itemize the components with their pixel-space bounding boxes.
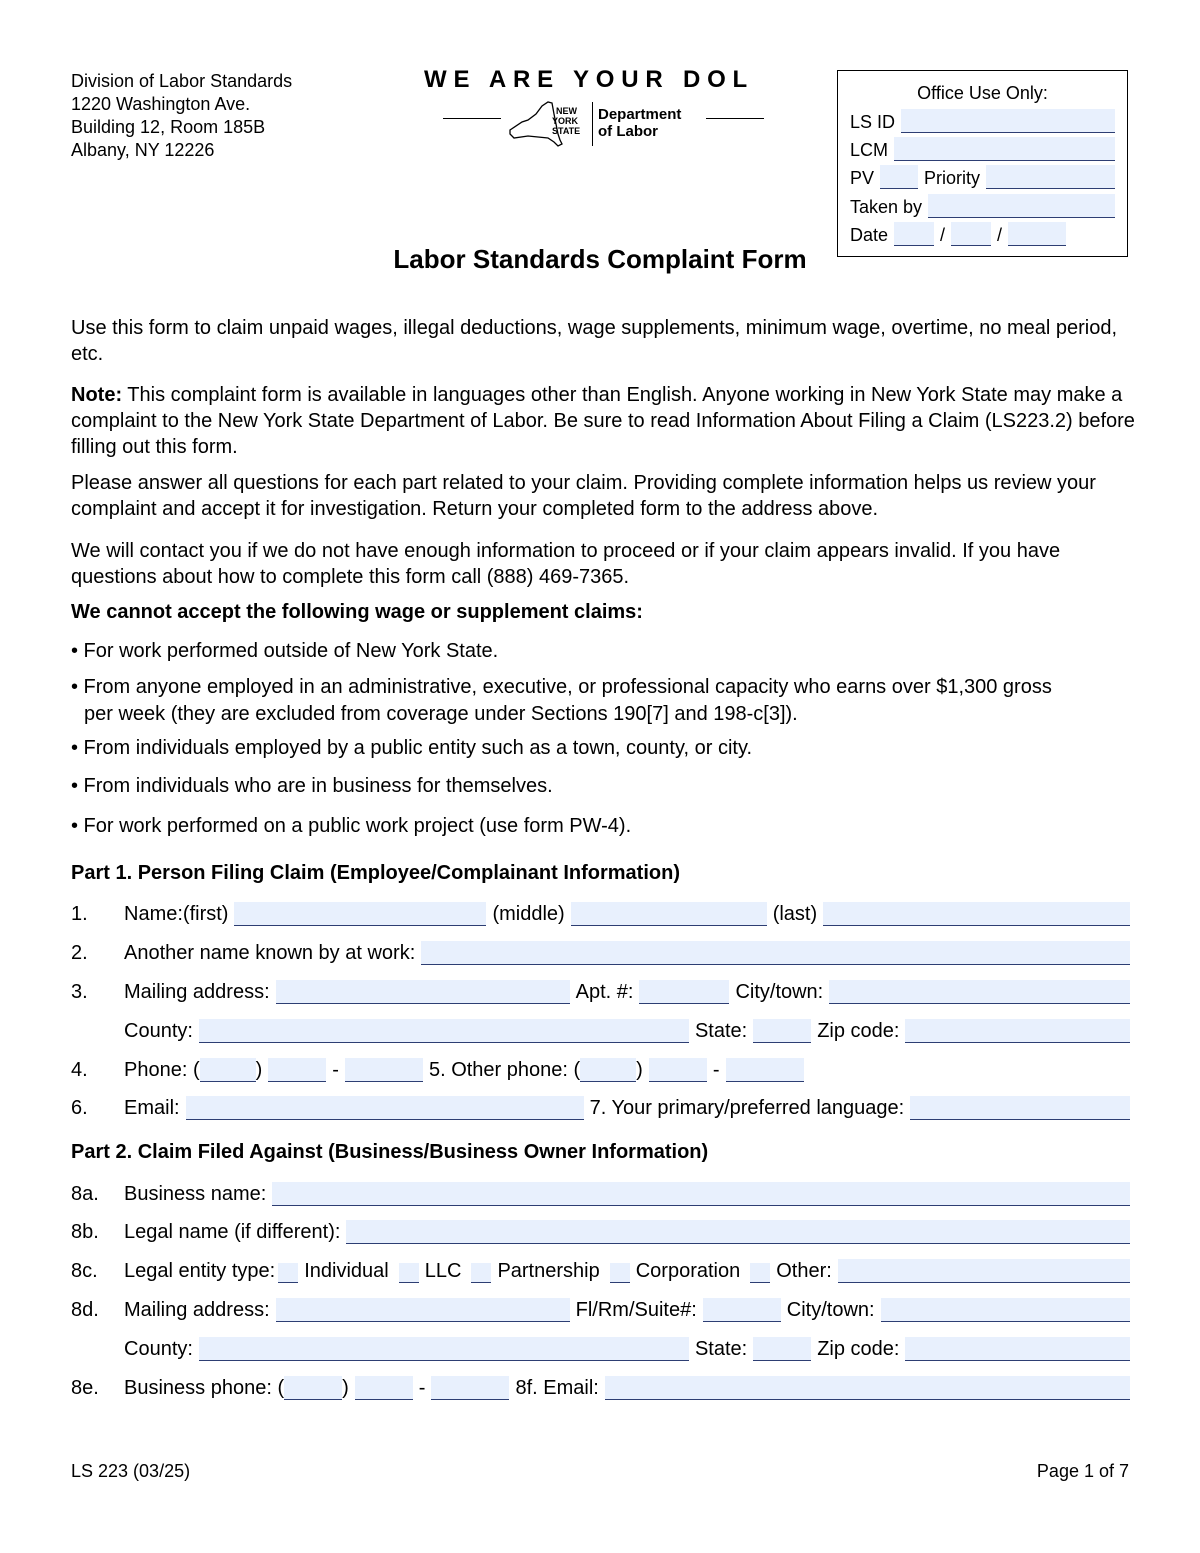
paren-close: ) — [255, 1059, 263, 1081]
zip-label: Zip code: — [817, 1020, 900, 1042]
phone-area-field[interactable] — [200, 1058, 256, 1082]
city-label: City/town: — [735, 981, 824, 1003]
state-text: NEW — [556, 106, 577, 116]
exclusion-item: • From individuals who are in business for themselves. — [71, 775, 553, 797]
dol-tagline: WE ARE YOUR DOL — [424, 66, 755, 93]
pv-field[interactable] — [880, 165, 918, 189]
row-mailing-address — [71, 976, 1130, 1004]
mailing-address-label: Mailing address: — [124, 981, 270, 1003]
mailing-address-field[interactable] — [276, 980, 570, 1004]
business-phone-prefix-field[interactable] — [355, 1376, 413, 1400]
form-id: LS 223 (03/25) — [71, 1461, 191, 1481]
individual-label: Individual — [304, 1260, 389, 1282]
lcm-field[interactable] — [894, 137, 1115, 161]
partnership-checkbox[interactable] — [471, 1263, 491, 1283]
business-city-field[interactable] — [881, 1298, 1130, 1322]
item-number: 8a. — [71, 1183, 99, 1205]
dash: - — [332, 1059, 339, 1081]
exclusion-text: per week (they are excluded from coverage under Sections 190[7] and 198-c[3]). — [84, 703, 798, 725]
pv-label: PV — [850, 168, 875, 188]
address-line: 1220 Washington Ave. — [71, 94, 251, 114]
business-name-label: Business name: — [124, 1183, 267, 1205]
date-slash: / — [940, 225, 946, 245]
other-name-field[interactable] — [421, 941, 1130, 965]
business-state-label: State: — [694, 1338, 748, 1360]
phone-label: Phone: ( — [124, 1059, 200, 1081]
exclusion-item: • From individuals employed by a public entity such as a town, county, or city. — [71, 737, 753, 759]
paren-close: ) — [636, 1059, 643, 1081]
business-zip-label: Zip code: — [817, 1338, 900, 1360]
date-slash: / — [997, 225, 1003, 245]
suite-field[interactable] — [703, 1298, 781, 1322]
part2-heading: Part 2. Claim Filed Against (Business/Business Owner Information) — [71, 1141, 709, 1163]
business-address-field[interactable] — [276, 1298, 570, 1322]
intro-paragraph: Use this form to claim unpaid wages, illegal deductions, wage supplements, minimum wage, overtime, no meal period, etc. — [71, 317, 1118, 365]
item-number: 2. — [71, 942, 88, 964]
language-label: 7. Your primary/preferred language: — [589, 1097, 905, 1119]
row-business-address — [71, 1294, 1130, 1322]
row-entity-type — [71, 1255, 1130, 1283]
row-other-name — [71, 937, 1130, 965]
logo-separator — [592, 102, 593, 146]
taken-by-field[interactable] — [928, 194, 1115, 218]
address-line: Division of Labor Standards — [71, 71, 293, 91]
ls-id-label: LS ID — [850, 112, 896, 132]
lcm-label: LCM — [850, 140, 889, 160]
item-number: 4. — [71, 1059, 88, 1081]
state-label: State: — [694, 1020, 748, 1042]
middle-name-field[interactable] — [571, 902, 767, 926]
state-text: YORK — [552, 116, 579, 126]
language-field[interactable] — [910, 1096, 1130, 1120]
agency-address — [71, 70, 292, 162]
other-name-label: Another name known by at work: — [124, 942, 416, 964]
paren-close: ) — [342, 1377, 349, 1399]
business-phone-label: Business phone: ( — [124, 1377, 285, 1399]
dash: - — [418, 1377, 426, 1399]
item-number: 8c. — [71, 1260, 98, 1282]
exclusion-text: • From anyone employed in an administrative, executive, or professional capacity who earns over $1,300 gross — [71, 676, 1052, 698]
taken-by-label: Taken by — [850, 197, 923, 217]
dept-line: of Labor — [598, 123, 658, 140]
first-name-label: Name:(first) — [124, 903, 229, 925]
llc-label: LLC — [424, 1260, 462, 1282]
dash: - — [712, 1059, 720, 1081]
row-email — [71, 1092, 1130, 1120]
office-use-box — [837, 70, 1128, 257]
business-city-label: City/town: — [786, 1299, 875, 1321]
address-line: Building 12, Room 185B — [71, 117, 266, 137]
item-number: 8d. — [71, 1299, 99, 1321]
exclusion-item: • For work performed outside of New York State. — [71, 640, 499, 662]
logo-divider — [706, 118, 764, 119]
ls-id-field[interactable] — [901, 109, 1115, 133]
middle-name-label: (middle) — [492, 903, 565, 925]
row-legal-name — [71, 1216, 1130, 1244]
page-number: Page 1 of 7 — [1036, 1461, 1129, 1481]
new-york-state-icon — [508, 100, 592, 148]
row-name — [71, 898, 1130, 926]
business-email-field[interactable] — [605, 1376, 1130, 1400]
apt-label: Apt. #: — [575, 981, 634, 1003]
dol-logo — [440, 100, 770, 150]
other-entity-field[interactable] — [838, 1259, 1130, 1283]
date-label: Date — [850, 225, 889, 245]
business-county-field[interactable] — [199, 1337, 689, 1361]
business-state-field[interactable] — [753, 1337, 811, 1361]
priority-field[interactable] — [986, 165, 1115, 189]
item-number: 3. — [71, 981, 88, 1003]
row-business-county — [71, 1333, 1130, 1361]
other-phone-prefix-field[interactable] — [649, 1058, 707, 1082]
business-email-label: 8f. Email: — [515, 1377, 599, 1399]
dept-name — [598, 106, 681, 140]
suite-label: Fl/Rm/Suite#: — [575, 1299, 697, 1321]
other-phone-label: 5. Other phone: ( — [428, 1059, 581, 1081]
exclusion-item — [71, 674, 1141, 728]
instructions-paragraph: Please answer all questions for each part related to your claim. Providing complete information helps us review your complaint and accept it for investigation. Return your completed form to the address above. — [71, 472, 1096, 520]
item-number: 1. — [71, 903, 88, 925]
zip-field[interactable] — [905, 1019, 1130, 1043]
county-label: County: — [124, 1020, 193, 1042]
logo-divider — [443, 118, 501, 119]
corporation-checkbox[interactable] — [610, 1263, 630, 1283]
row-business-phone — [71, 1372, 1130, 1400]
address-line: Albany, NY 12226 — [71, 140, 215, 160]
legal-name-field[interactable] — [346, 1220, 1130, 1244]
business-zip-field[interactable] — [905, 1337, 1130, 1361]
legal-name-label: Legal name (if different): — [124, 1221, 341, 1243]
date-month-field[interactable] — [894, 222, 934, 246]
email-field[interactable] — [186, 1096, 584, 1120]
date-day-field[interactable] — [951, 222, 991, 246]
other-phone-area-field[interactable] — [580, 1058, 636, 1082]
contact-paragraph: We will contact you if we do not have enough information to proceed or if your claim appears invalid. If you have questions about how to complete this form call (888) 469-7365. — [71, 540, 1061, 588]
item-number: 8b. — [71, 1221, 99, 1243]
business-address-label: Mailing address: — [124, 1299, 270, 1321]
phone-line-field[interactable] — [345, 1058, 423, 1082]
business-phone-area-field[interactable] — [284, 1376, 342, 1400]
item-number: 8e. — [71, 1377, 99, 1399]
city-field[interactable] — [829, 980, 1130, 1004]
business-county-label: County: — [124, 1338, 193, 1360]
llc-checkbox[interactable] — [399, 1263, 419, 1283]
corporation-label: Corporation — [635, 1260, 741, 1282]
dept-line: Department — [598, 106, 682, 123]
business-phone-line-field[interactable] — [431, 1376, 509, 1400]
entity-type-label: Legal entity type: — [124, 1260, 276, 1282]
other-checkbox[interactable] — [750, 1263, 770, 1283]
item-number: 6. — [71, 1097, 88, 1119]
phone-prefix-field[interactable] — [268, 1058, 326, 1082]
county-field[interactable] — [199, 1019, 689, 1043]
apt-field[interactable] — [639, 980, 729, 1004]
first-name-field[interactable] — [234, 902, 486, 926]
note-paragraph — [71, 382, 1141, 460]
cannot-accept-heading: We cannot accept the following wage or supplement claims: — [71, 601, 643, 623]
individual-checkbox[interactable] — [278, 1263, 298, 1283]
business-name-field[interactable] — [272, 1182, 1130, 1206]
other-label: Other: — [776, 1260, 832, 1282]
note-text: This complaint form is available in languages other than English. Anyone working in New York State may make a complaint to the New York State Department of Labor. Be sure to read Information About Filing a Claim (LS223.2) before filling out this form. — [71, 384, 1135, 458]
row-county — [71, 1015, 1130, 1043]
other-phone-line-field[interactable] — [726, 1058, 804, 1082]
last-name-field[interactable] — [823, 902, 1130, 926]
last-name-label: (last) — [772, 903, 818, 925]
part1-heading: Part 1. Person Filing Claim (Employee/Complainant Information) — [71, 862, 680, 884]
row-phone — [71, 1054, 841, 1082]
note-label: Note: — [71, 384, 123, 406]
state-field[interactable] — [753, 1019, 811, 1043]
state-text: STATE — [552, 126, 581, 136]
page-title: Labor Standards Complaint Form — [393, 244, 807, 274]
email-label: Email: — [124, 1097, 180, 1119]
row-business-name — [71, 1178, 1130, 1206]
priority-label: Priority — [924, 168, 981, 188]
exclusion-item: • For work performed on a public work project (use form PW-4). — [71, 815, 632, 837]
partnership-label: Partnership — [497, 1260, 600, 1282]
office-use-heading: Office Use Only: — [917, 83, 1048, 103]
date-year-field[interactable] — [1008, 222, 1066, 246]
